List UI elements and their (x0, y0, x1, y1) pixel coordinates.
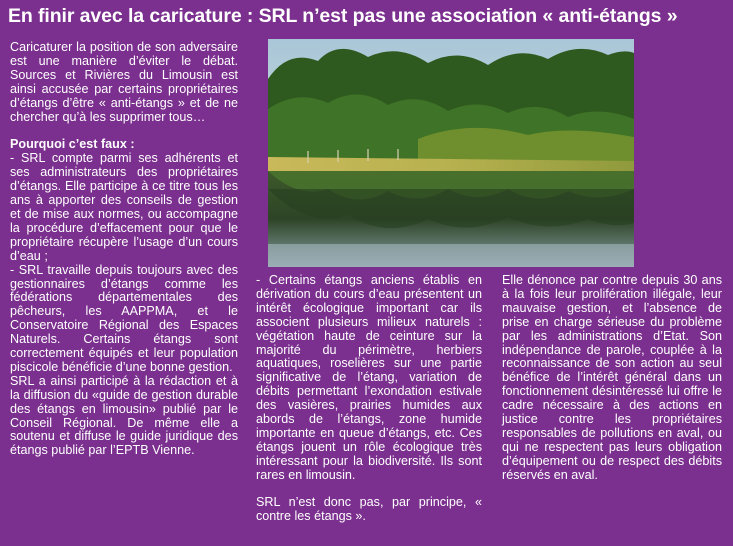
intro-paragraph: Caricaturer la position de son adversaire est une manière d’éviter le débat. Sources et Rivières du Limousin est ainsi accusée par certains propriétaires d’étangs d’être « anti-étangs » et de ne chercher qu’à les supprimer tous… (10, 40, 238, 124)
pond-photo (268, 39, 634, 267)
section-heading: Pourquoi c’est faux : (10, 137, 135, 152)
paragraph-gestionnaires: - SRL travaille depuis toujours avec des gestionnaires d’étangs comme les fédérations départementales des pêcheurs, les AAPPMA, et le Conservatoire Régional des Espaces Naturels. Certains étangs sont correctement équipés et leur population piscicole bénéficie d’une bonne gestion. (10, 262, 238, 374)
paragraph-conclusion: SRL n’est donc pas, par principe, « contre les étangs ». (256, 494, 482, 523)
paragraph-adherents: - SRL compte parmi ses adhérents et ses administrateurs des propriétaires d’étangs. Elle participe à ce titre tous les ans à apporter des conseils de gestion et de mise aux normes, ou accompagne la procédure d’effacement pour que le propriétaire récupère l’usage d’un cours d’eau ; (10, 151, 238, 263)
column-2 (256, 274, 482, 523)
column-3 (502, 274, 722, 483)
article-title: En finir avec la caricature : SRL n’est pas une association « anti-étangs » (8, 5, 678, 27)
paragraph-etangs-anciens: - Certains étangs anciens établis en dérivation du cours d’eau présentent un intérêt écologique important car ils associent plusieurs milieux naturels : végétation haute de ceinture sur la majorité du périmètre, herbiers aquatiques, roselières sur une partie significative de l’étang, variation de débits permettant l’exondation estivale des vasières, prairies humides aux abords de l’étangs, zone humide importante en queue d’étangs, etc. Ces étangs jouent un rôle écologique très intéressant pour la biodiversité. Ils sont rares en limousin. (256, 273, 482, 482)
column-1 (10, 41, 238, 458)
paragraph-guide: SRL a ainsi participé à la rédaction et à la diffusion du «guide de gestion durable des étangs en limousin» publié par le Conseil Régional. De même elle a soutenu et diffuse le guide juridique des étangs publié par l’EPTB Vienne. (10, 373, 238, 458)
pond-landscape-image (268, 39, 634, 267)
paragraph-denonciation: Elle dénonce par contre depuis 30 ans à la fois leur prolifération illégale, leur mauvaise gestion, et l’absence de prise en charge sérieuse du problème par les administrations d’Etat. Son indépendance de parole, couplée à la reconnaissance de son action au seul bénéfice de l’intérêt général dans un fonctionnement désintéressé lui offre le cadre nécessaire à des actions en justice contre les propriétaires responsables de pollutions en aval, ou qui ne respectent pas leurs obligation d’équipement ou de respect des débits réservés en aval. (502, 273, 722, 482)
